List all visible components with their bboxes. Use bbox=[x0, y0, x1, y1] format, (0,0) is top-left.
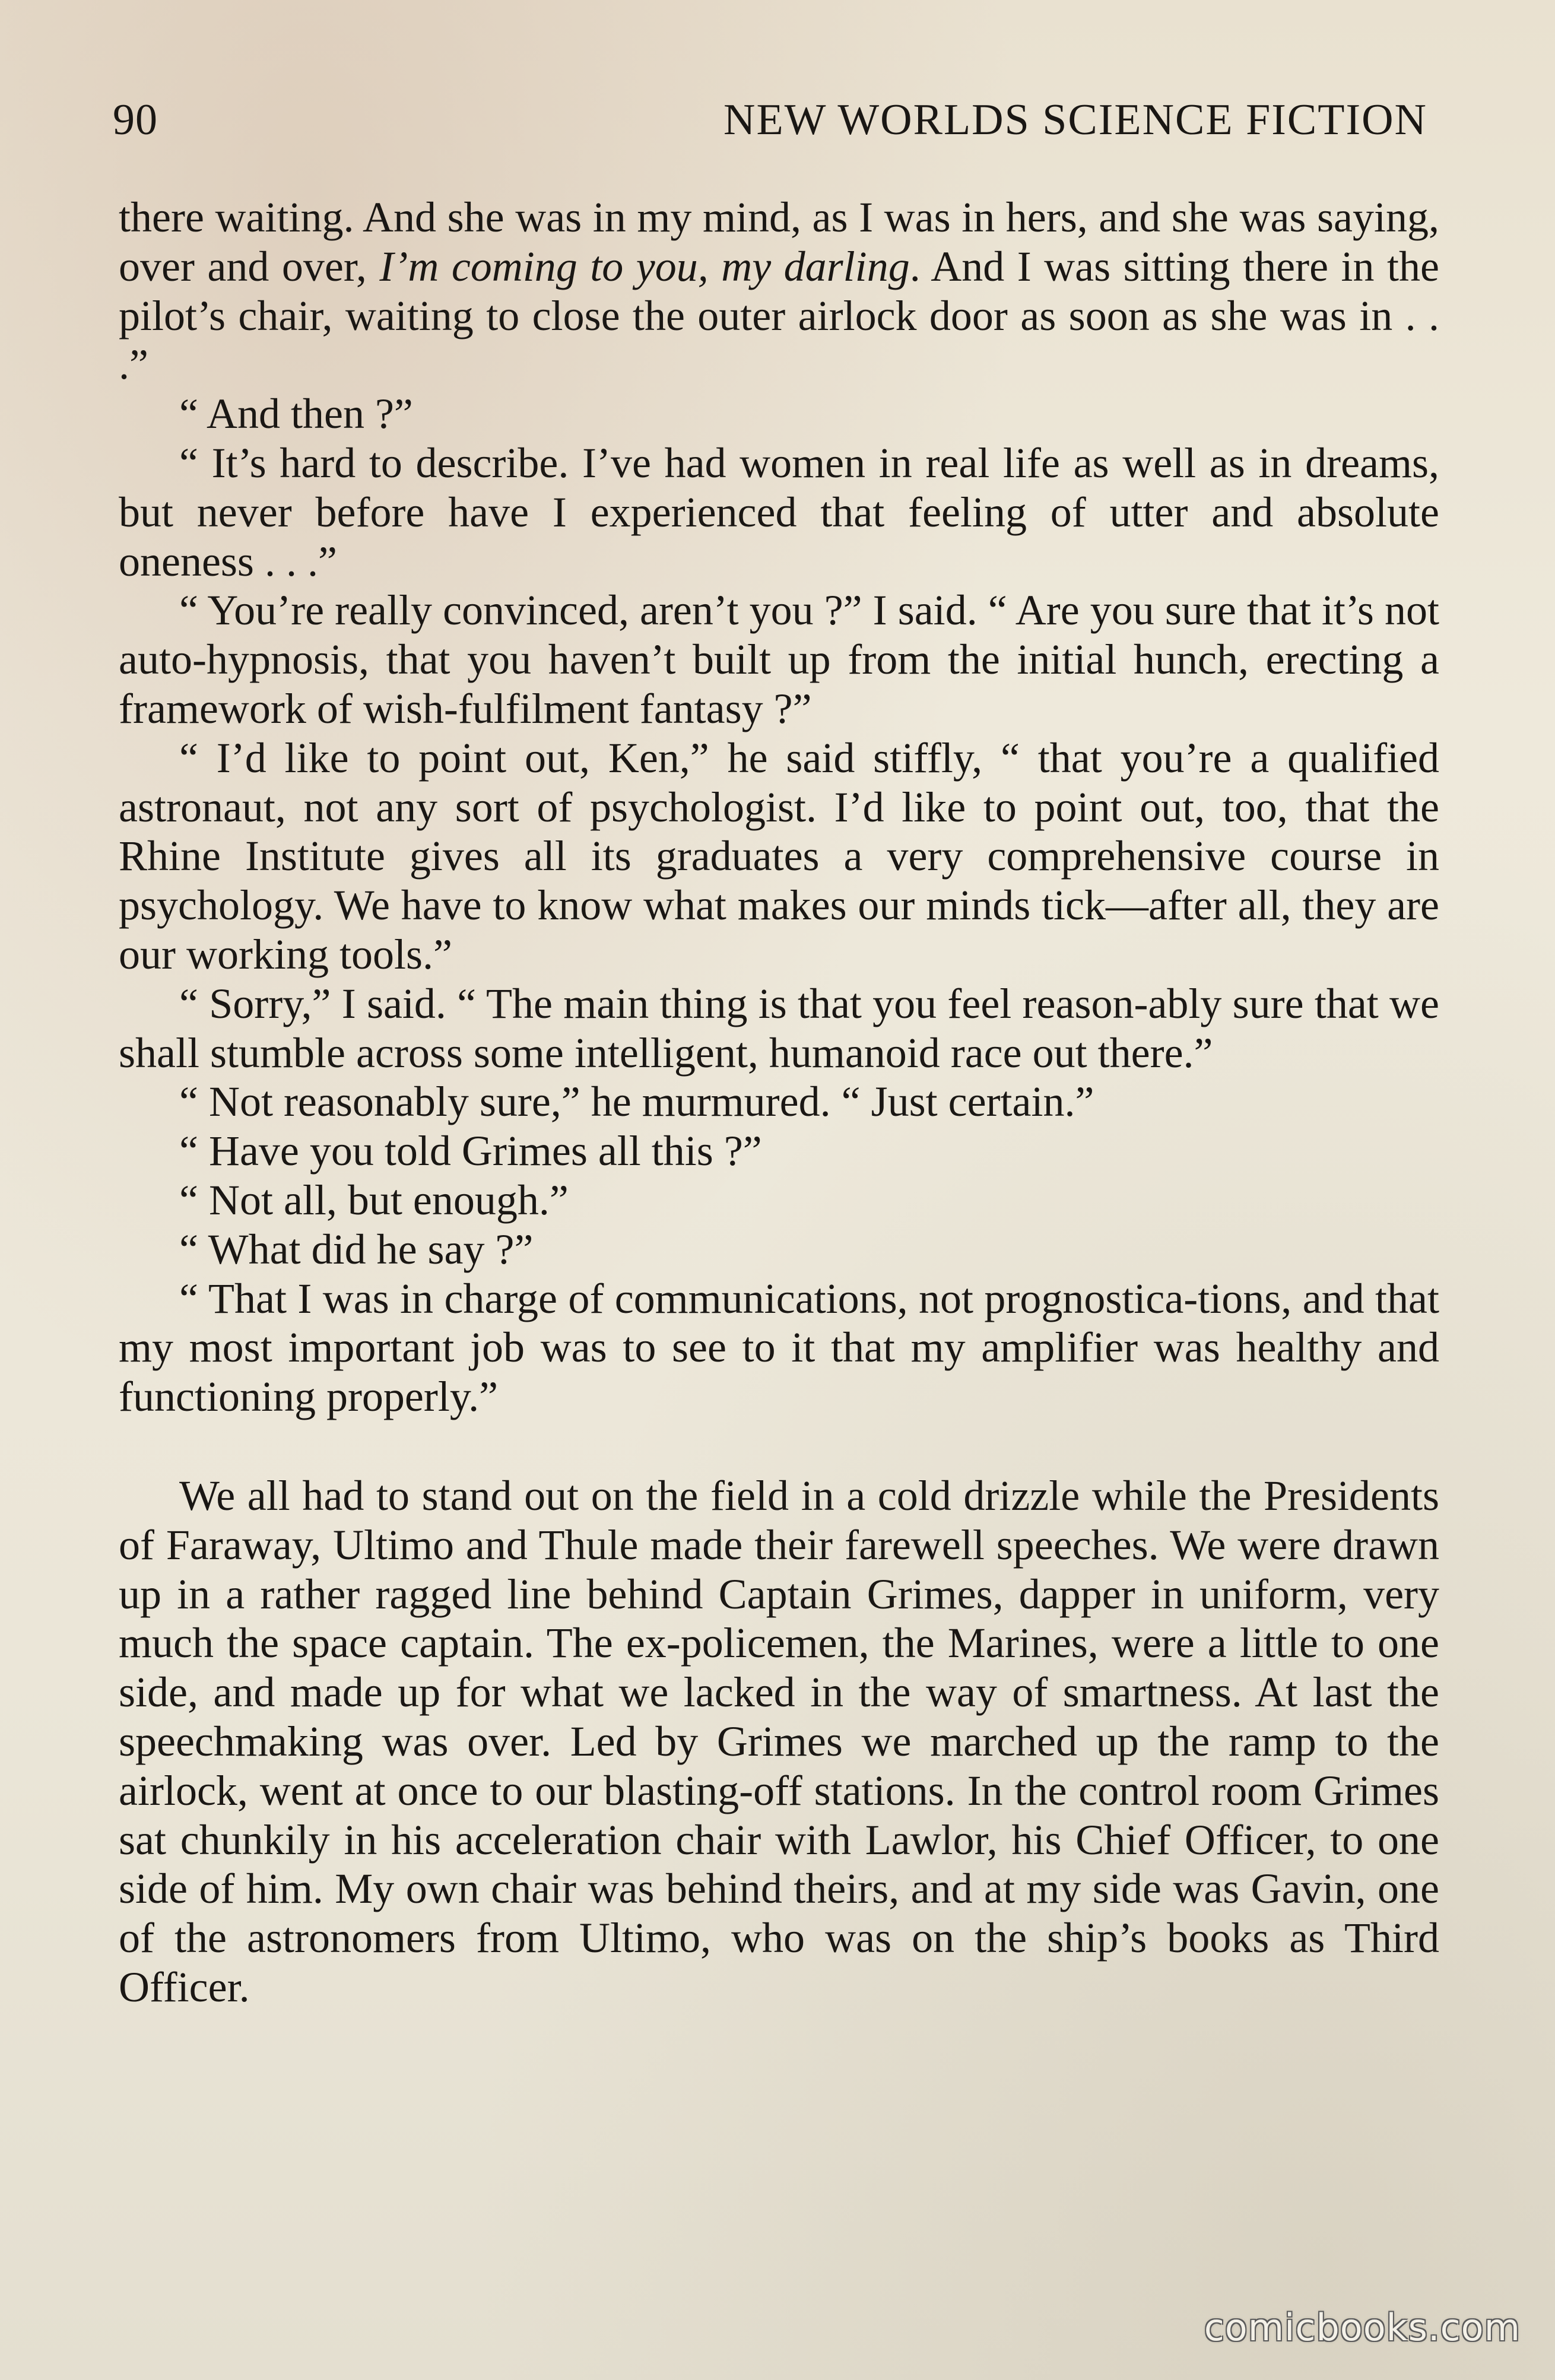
paragraph: “ Not all, but enough.” bbox=[179, 1176, 569, 1224]
running-head bbox=[113, 90, 1427, 150]
paragraph bbox=[119, 193, 1439, 389]
section-break bbox=[119, 1421, 1439, 1471]
paragraph: “ You’re really convinced, aren’t you ?” I said. “ Are you sure that it’s not auto-hypnosis, that you haven’t built up from the initial hunch, erecting a framework of wish-fulfilment fantasy ?” bbox=[119, 586, 1439, 732]
paragraph: “ Have you told Grimes all this ?” bbox=[179, 1127, 762, 1175]
paragraph: “ I’d like to point out, Ken,” he said stiffly, “ that you’re a qualified astronaut, not any sort of psychologist. I’d like to point out, too, that the Rhine Institute gives all its graduates a very comprehensive course in psychology. We have to know what makes our minds tick—after all, they are our working tools.” bbox=[119, 734, 1439, 978]
paragraph: “ It’s hard to describe. I’ve had women in real life as well as in dreams, but never before have I experienced that feeling of utter and absolute oneness . . .” bbox=[119, 439, 1439, 585]
watermark-text: comicbooks.com bbox=[1204, 2306, 1521, 2349]
running-title: NEW WORLDS SCIENCE FICTION bbox=[723, 96, 1427, 144]
paragraph: “ Sorry,” I said. “ The main thing is that you feel reason-ably sure that we shall stumble across some intelligent, humanoid race out there.” bbox=[119, 979, 1439, 1077]
italic-phrase: I’m coming to you, my darling bbox=[379, 242, 910, 290]
paragraph-text: there waiting. And she was in my mind, as I was in hers, and she was saying, over and over, bbox=[119, 193, 1439, 290]
paragraph: “ What did he say ?” bbox=[179, 1225, 534, 1273]
paragraph-text: . And I was sitting there in the pilot’s chair, waiting to close the outer airlock door as soon as she was in . . .” bbox=[119, 242, 1439, 389]
watermark bbox=[1204, 2306, 1521, 2349]
paragraph: “ And then ?” bbox=[179, 390, 413, 438]
body-text bbox=[119, 193, 1439, 2012]
paragraph: “ Not reasonably sure,” he murmured. “ Just certain.” bbox=[179, 1078, 1094, 1126]
section-paragraph: We all had to stand out on the field in a cold drizzle while the Presidents of Faraway, Ultimo and Thule made their farewell speeches. We were drawn up in a rather ragged line behind Captain Grimes, dapper in uniform, very much the space captain. The ex-policemen, the Marines, were a little to one side, and made up for what we lacked in the way of smartness. At last the speechmaking was over. Led by Grimes we marched up the ramp to the airlock, went at once to our blasting-off stations. In the control room Grimes sat chunkily in his acceleration chair with Lawlor, his Chief Officer, to one side of him. My own chair was behind theirs, and at my side was Gavin, one of the astronomers from Ultimo, who was on the ship’s books as Third Officer. bbox=[119, 1471, 1439, 2011]
page-number: 90 bbox=[113, 96, 158, 144]
paragraph: “ That I was in charge of communications, not prognostica-tions, and that my most important job was to see to it that my amplifier was healthy and functioning properly.” bbox=[119, 1274, 1439, 1421]
